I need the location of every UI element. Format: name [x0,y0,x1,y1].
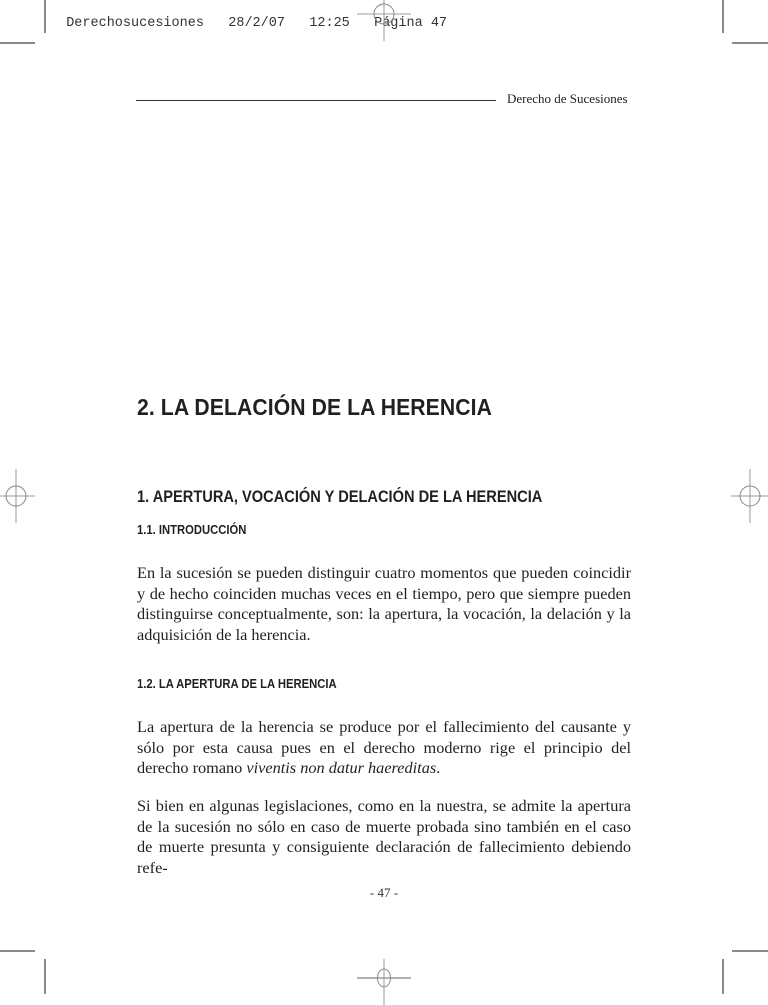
registration-mark-right-icon [723,469,768,523]
subsection-title-apertura: 1.2. LA APERTURA DE LA HERENCIA [137,677,337,691]
paragraph-introduccion: En la sucesión se pueden distinguir cuatro momentos que pueden coincidir y de hecho coinciden muchas veces en el tiempo, pero que siempre pueden distinguirse conceptualmente, son: la apertura, la vocación, la delación y la adquisición de la herencia. [137,563,631,645]
slug-time: 12:25 [309,16,350,31]
slug-date: 28/2/07 [228,16,285,31]
slug-page-label: Página [374,16,423,31]
crop-mark-bottom-right-horizontal [732,950,768,952]
running-header-title: Derecho de Sucesiones [507,91,628,106]
section-title: 1. APERTURA, VOCACIÓN Y DELACIÓN DE LA HERENCIA [137,487,543,506]
subsection-title-introduccion: 1.1. INTRODUCCIÓN [137,523,247,537]
crop-mark-bottom-left-vertical [44,959,46,994]
crop-mark-top-right-horizontal [732,42,768,44]
paragraph-text: La apertura de la herencia se produce por el fallecimiento del causante y sólo por esta causa pues en el derecho moderno rige el principio del derecho romano [137,717,631,778]
paragraph-muerte-presunta: Si bien en algunas legislaciones, como en la nuestra, se admite la apertura de la sucesión no sólo en caso de muerte probada sino también en el caso de muerte presunta y consiguiente declaración de fallecimiento debiendo refe- [137,796,631,878]
registration-mark-top-icon [357,0,411,41]
crop-mark-top-left-horizontal [0,42,35,44]
slug-filename: Derechosucesiones [66,16,204,31]
crop-mark-bottom-right-vertical [722,959,724,994]
crop-mark-top-left-vertical [44,0,46,33]
crop-mark-bottom-left-horizontal [0,950,35,952]
chapter-title: 2. LA DELACIÓN DE LA HERENCIA [137,394,492,420]
slug-page-number: 47 [430,16,448,31]
running-header-rule [136,100,496,101]
latin-maxim: viventis non datur haereditas [246,758,437,778]
registration-mark-bottom-icon [357,951,411,1005]
paragraph-apertura [137,717,631,779]
registration-mark-left-icon [0,469,43,523]
page-number: - 47 - [369,885,399,900]
paragraph-text-end: . [436,758,441,778]
crop-mark-top-right-vertical [722,0,724,33]
